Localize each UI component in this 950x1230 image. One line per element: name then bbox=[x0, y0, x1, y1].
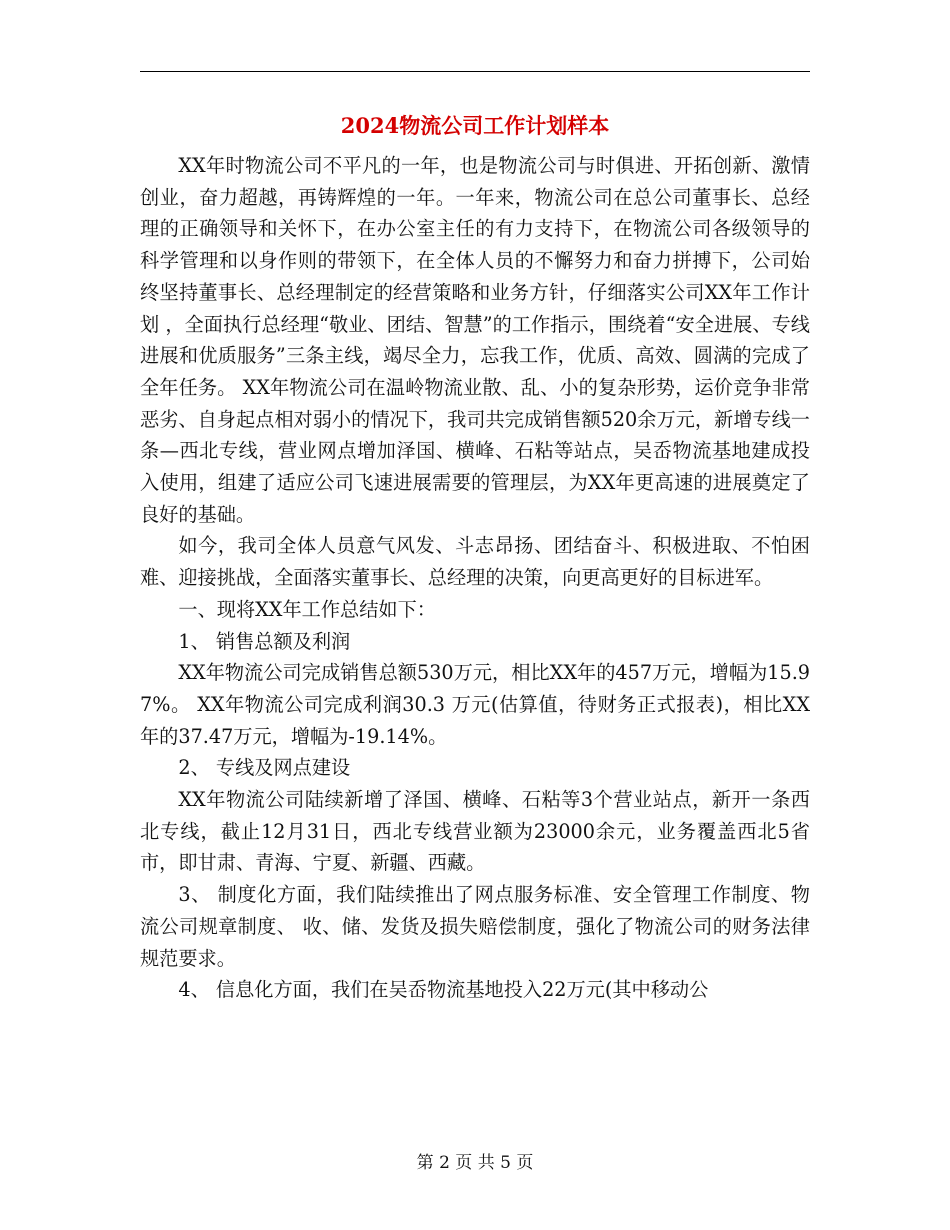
page-number-footer: 第 2 页 共 5 页 bbox=[416, 1153, 534, 1173]
paragraph-information: 4、 信息化方面，我们在吴岙物流基地投入22万元(其中移动公 bbox=[178, 978, 709, 1002]
section-heading-summary: 一、现将XX年工作总结如下： bbox=[178, 597, 436, 621]
header-rule bbox=[140, 71, 810, 72]
document-title: 2024物流公司工作计划样本 bbox=[340, 113, 610, 138]
document-body bbox=[140, 150, 810, 1006]
paragraph-network: XX年物流公司陆续新增了泽国、横峰、石粘等3个营业站点，新开一条西北专线，截止12月31日，西北专线营业额为23000余元，业务覆盖西北5省市，即甘肃、青海、宁夏、新疆、西藏。 bbox=[140, 788, 810, 875]
paragraph-intro: XX年时物流公司不平凡的一年，也是物流公司与时俱进、开拓创新、激情创业，奋力超越，再铸辉煌的一年。一年来，物流公司在总公司董事长、总经理的正确领导和关怀下，在办公室主任的有力支持下，在物流公司各级领导的科学管理和以身作则的带领下，在全体人员的不懈努力和奋力拼搏下，公司始终坚持董事长、总经理制定的经营策略和业务方针，仔细落实公司XX年工作计划 ，全面执行总经理“敬业、团结、智慧”的工作指示，围绕着“安全进展、专线进展和优质服务”三条主线，竭尽全力，忘我工作，优质、高效、圆满的完成了全年任务。 XX年物流公司在温岭物流业散、乱、小的复杂形势，运价竞争非常恶劣、自身起点相对弱小的情况下，我司共完成销售额520余万元，新增专线一条—西北专线，营业网点增加泽国、横峰、石粘等站点，吴岙物流基地建成投入使用，组建了适应公司飞速进展需要的管理层，为XX年更高速的进展奠定了良好的基础。 bbox=[140, 154, 810, 526]
subheading-network: 2、 专线及网点建设 bbox=[178, 756, 351, 780]
paragraph-outlook: 如今，我司全体人员意气风发、斗志昂扬、团结奋斗、积极进取、不怕困难、迎接挑战，全面落实董事长、总经理的决策，向更高更好的目标进军。 bbox=[140, 534, 810, 590]
paragraph-institutional: 3、 制度化方面，我们陆续推出了网点服务标准、安全管理工作制度、物流公司规章制度、 收、储、发货及损失赔偿制度，强化了物流公司的财务法律规范要求。 bbox=[140, 883, 810, 970]
paragraph-sales: XX年物流公司完成销售总额530万元，相比XX年的457万元，增幅为15.97%。 XX年物流公司完成利润30.3 万元(估算值，待财务正式报表)，相比XX年的37.47万元，增幅为-19.14%。 bbox=[140, 661, 810, 748]
subheading-sales: 1、 销售总额及利润 bbox=[178, 629, 351, 653]
